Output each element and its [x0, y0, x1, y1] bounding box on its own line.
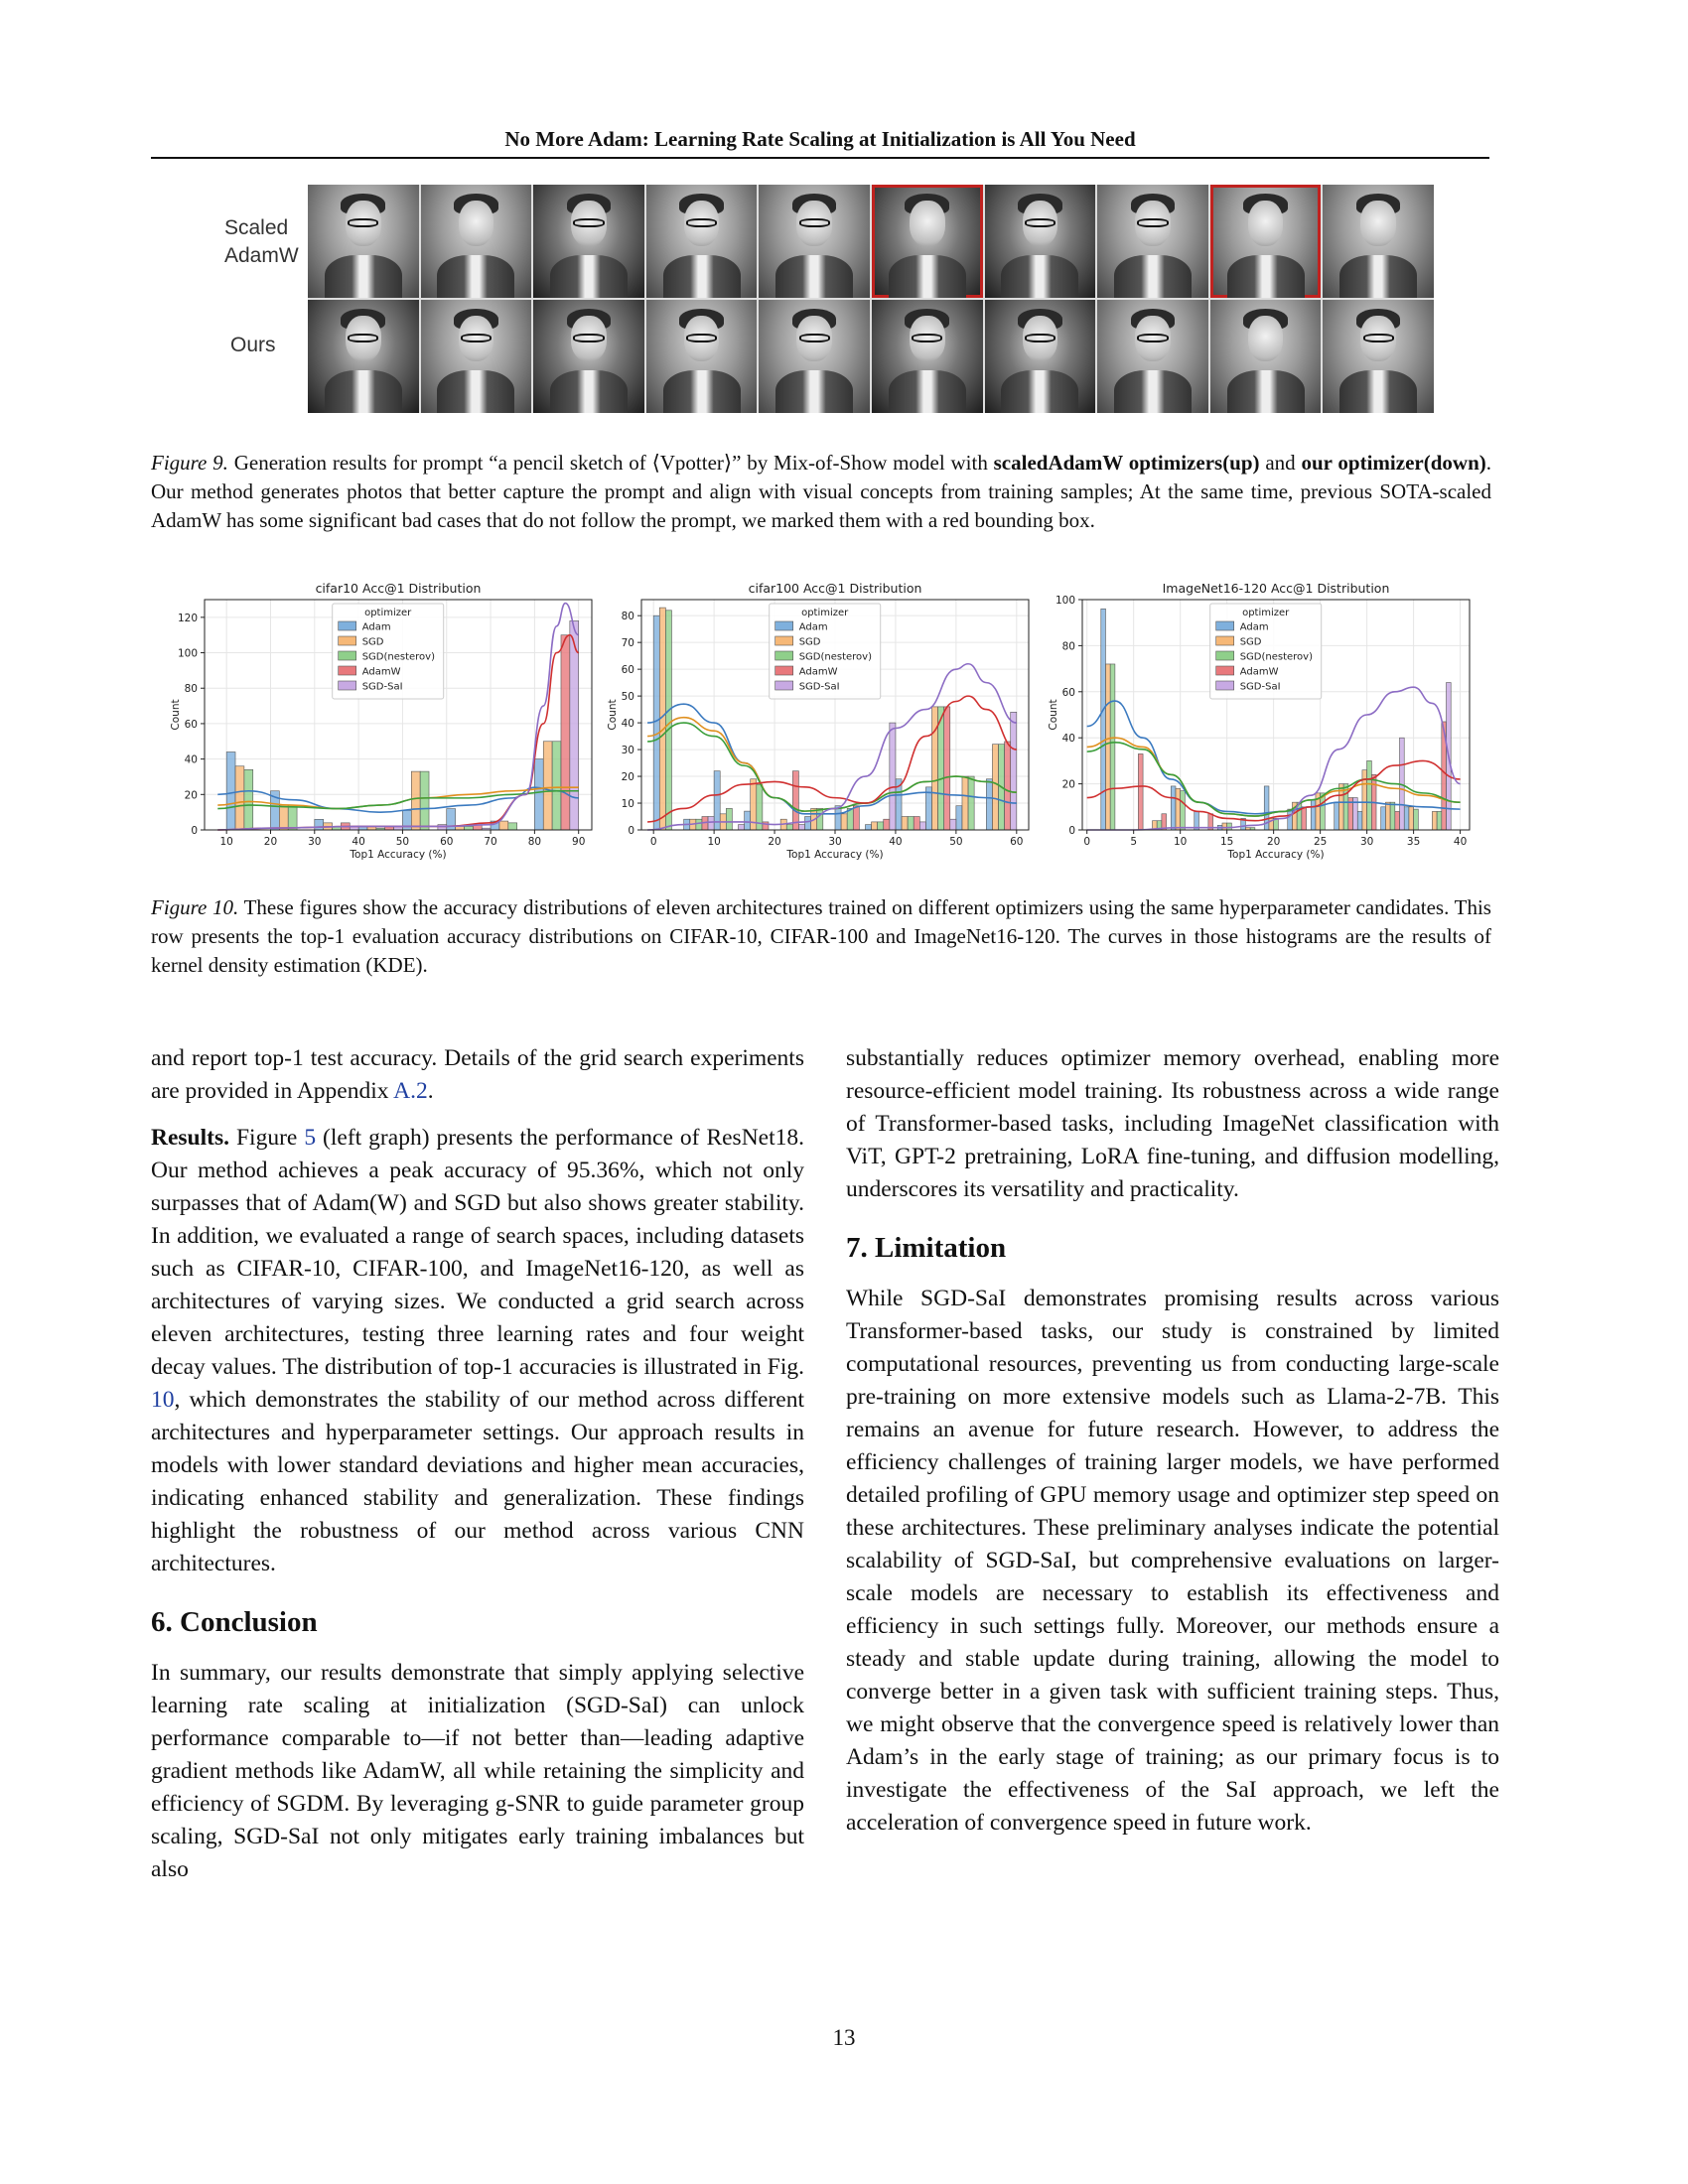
- bar-sgd-nesterov-: [508, 823, 517, 830]
- legend-entry: Adam: [798, 621, 828, 633]
- legend-entry: SGD-SaI: [1239, 681, 1281, 693]
- generated-image-flagged: [1210, 185, 1322, 298]
- bar-sgd: [499, 821, 508, 830]
- y-tick-label: 70: [621, 637, 634, 650]
- x-axis-label: Top1 Accuracy (%): [1227, 849, 1325, 860]
- chart-title: cifar10 Acc@1 Distribution: [315, 581, 482, 596]
- legend-entry: SGD(nesterov): [1239, 651, 1314, 663]
- bar-sgd: [872, 822, 878, 830]
- bar-adam: [315, 819, 324, 830]
- figure9-label: Figure 9.: [151, 451, 228, 475]
- y-tick-label: 10: [621, 798, 634, 811]
- x-tick-label: 30: [1359, 836, 1374, 848]
- bar-sgd-nesterov-: [1437, 811, 1442, 830]
- y-tick-label: 20: [184, 789, 198, 802]
- running-title: No More Adam: Learning Rate Scaling at Initialization is All You Need: [504, 127, 1136, 151]
- row-label-ours: Ours: [230, 334, 276, 356]
- bar-sgd-sai: [950, 819, 956, 830]
- bar-adam: [1311, 800, 1316, 830]
- generated-image: [985, 185, 1096, 298]
- bar-adam: [805, 817, 811, 830]
- x-tick-label: 40: [352, 836, 365, 848]
- bar-sgd: [962, 776, 968, 830]
- bar-sgd-nesterov-: [817, 808, 823, 830]
- generated-image: [1097, 300, 1208, 413]
- bar-adam: [1404, 807, 1409, 830]
- x-axis-label: Top1 Accuracy (%): [786, 849, 884, 860]
- bar-sgd-nesterov-: [1367, 760, 1372, 830]
- bar-sgd-nesterov-: [1321, 793, 1326, 830]
- legend-entry: SGD-SaI: [361, 681, 403, 693]
- bar-sgd-sai: [739, 825, 745, 830]
- bar-adamw: [884, 819, 890, 830]
- bar-sgd-nesterov-: [552, 742, 561, 830]
- bar-sgd-nesterov-: [288, 805, 297, 830]
- caption-text: Generation results for prompt “a pencil sketch of ⟨Vpotter⟩” by Mix-of-Show model with: [227, 451, 994, 475]
- generated-image: [646, 300, 758, 413]
- bar-sgd-sai: [438, 825, 447, 830]
- x-tick-label: 70: [484, 836, 497, 848]
- x-tick-label: 80: [527, 836, 542, 848]
- bar-sgd-nesterov-: [878, 822, 884, 830]
- bar-adamw: [914, 817, 919, 830]
- bar-sgd: [1105, 664, 1110, 830]
- y-tick-label: 80: [621, 611, 634, 623]
- x-tick-label: 20: [1266, 836, 1281, 848]
- y-tick-label: 60: [621, 664, 634, 677]
- legend-swatch: [775, 666, 793, 675]
- bar-sgd-nesterov-: [464, 826, 473, 830]
- generated-image: [533, 300, 644, 413]
- x-tick-label: 10: [1173, 836, 1188, 848]
- bar-sgd-nesterov-: [665, 611, 671, 830]
- bar-adamw: [1005, 742, 1011, 830]
- caption-text: and: [1259, 451, 1302, 475]
- bar-sgd-nesterov-: [1181, 791, 1186, 830]
- legend-title: optimizer: [364, 608, 412, 618]
- x-tick-label: 50: [395, 836, 410, 848]
- generated-image: [872, 300, 983, 413]
- left-column: [151, 1042, 804, 1900]
- y-axis-label: Count: [170, 699, 182, 731]
- figure9-caption: [151, 449, 1491, 535]
- caption-bold: scaledAdamW optimizers(up): [993, 451, 1260, 475]
- bar-sgd: [1385, 802, 1390, 830]
- y-tick-label: 20: [621, 771, 634, 784]
- y-axis-label: Count: [1048, 699, 1059, 731]
- bar-sgd: [1176, 788, 1181, 830]
- generated-image: [759, 300, 870, 413]
- bar-adam: [1357, 811, 1362, 830]
- legend-entry: AdamW: [1239, 666, 1279, 678]
- legend-entry: SGD: [361, 636, 384, 648]
- bar-sgd: [841, 814, 847, 830]
- generated-image: [1210, 300, 1322, 413]
- bar-sgd: [932, 707, 938, 830]
- x-tick-label: 40: [1453, 836, 1468, 848]
- chart-cifar100-svg: [604, 580, 1041, 860]
- bar-sgd-sai: [1011, 712, 1017, 830]
- legend-entry: SGD(nesterov): [361, 651, 436, 663]
- bar-sgd-nesterov-: [1390, 802, 1395, 830]
- legend-swatch: [775, 651, 793, 660]
- y-axis-label: Count: [607, 699, 619, 731]
- legend-entry: Adam: [361, 621, 391, 633]
- legend-entry: SGD-SaI: [798, 681, 840, 693]
- bar-sgd-nesterov-: [1414, 809, 1419, 830]
- legend-title: optimizer: [801, 608, 849, 618]
- bar-sgd: [543, 742, 552, 830]
- bar-adamw: [853, 806, 859, 830]
- chart-title: ImageNet16-120 Acc@1 Distribution: [1162, 581, 1390, 596]
- y-tick-label: 40: [1061, 733, 1075, 746]
- y-tick-label: 0: [191, 825, 198, 837]
- figure-10-link[interactable]: 10: [151, 1387, 175, 1413]
- bar-adam: [714, 771, 720, 830]
- legend-swatch: [339, 666, 356, 675]
- generated-image: [1323, 300, 1434, 413]
- bar-sgd: [1222, 823, 1227, 830]
- x-tick-label: 35: [1406, 836, 1421, 848]
- bar-sgd-nesterov-: [786, 825, 792, 830]
- bar-sgd-sai: [708, 817, 714, 830]
- page-number: 13: [832, 2025, 856, 2050]
- generated-image: [421, 300, 532, 413]
- legend-swatch: [775, 681, 793, 690]
- x-tick-label: 40: [889, 836, 903, 848]
- generated-image: [646, 185, 758, 298]
- legend-swatch: [1216, 621, 1234, 630]
- chart-imagenet16-svg: [1045, 580, 1481, 860]
- paragraph: [151, 1042, 804, 1108]
- y-tick-label: 80: [184, 683, 198, 696]
- text: and report top-1 test accuracy. Details of the grid search experiments are provided in Appendix: [151, 1045, 804, 1104]
- legend-entry: AdamW: [798, 666, 838, 678]
- limitation-paragraph: While SGD-SaI demonstrates promising results across various Transformer-based tasks, our study is constrained by limited computational resources, preventing us from conducting large-scale pre-training on more extensive models such as Llama-2-7B. This remains an avenue for future research. However, to address the efficiency challenges of training larger models, we have performed detailed profiling of GPU memory usage and optimizer step speed on these architectures. These preliminary analyses indicate the potential scalability of SGD-SaI, but comprehensive evaluations on larger-scale models are necessary to establish its effectiveness and efficiency in such settings fully. Moreover, our methods ensure a steady and stable update during training, allowing the model to converge better in a given task with sufficient training steps. Thus, we might observe that the convergence speed is relatively lower than Adam’s in the early stage of training; as our primary focus is to investigate the effectiveness of the SaI approach, we left the acceleration of convergence speed in future work.: [846, 1286, 1499, 1836]
- bar-adam: [1381, 807, 1386, 830]
- bar-sgd: [902, 817, 908, 830]
- bar-adam: [986, 779, 992, 830]
- x-tick-label: 15: [1219, 836, 1234, 848]
- x-tick-label: 30: [828, 836, 842, 848]
- x-tick-label: 30: [308, 836, 322, 848]
- x-tick-label: 90: [572, 836, 586, 848]
- limitation-heading: 7. Limitation: [846, 1232, 1007, 1264]
- x-tick-label: 10: [707, 836, 721, 848]
- bar-sgd-nesterov-: [244, 769, 253, 830]
- legend-swatch: [339, 621, 356, 630]
- results-heading: Results.: [151, 1125, 229, 1151]
- generated-image-flagged: [872, 185, 983, 298]
- y-tick-label: 120: [177, 612, 198, 624]
- legend-entry: SGD: [1239, 636, 1262, 648]
- x-tick-label: 60: [440, 836, 454, 848]
- bar-sgd-nesterov-: [696, 819, 702, 830]
- bar-sgd: [411, 771, 420, 830]
- text: (left graph) presents the performance of ResNet18. Our method achieves a peak accuracy of 95.36%, which not only surpasses that of Adam(W) and SGD but also shows greater stability. In addition, we evaluated a range of search spaces, including datasets such as CIFAR-10, CIFAR-100, and ImageNet16-120, as well as architectures of varying sizes. We conducted a grid search across eleven architectures, testing three learning rates and four weight decay values. The distribution of top-1 accuracies is illustrated in Fig.: [151, 1125, 805, 1380]
- bar-adam: [534, 759, 543, 830]
- chart-title: cifar100 Acc@1 Distribution: [748, 581, 922, 596]
- right-column: [846, 1042, 1499, 1853]
- caption-text: These figures show the accuracy distributions of eleven architectures trained on different optimizers using the same hyperparameter candidates. This row presents the top-1 evaluation accuracy distributions on CIFAR-10, CIFAR-100 and ImageNet16-120. The curves in those histograms are the results of kernel density estimation (KDE).: [151, 895, 1491, 977]
- conclusion-heading: 6. Conclusion: [151, 1606, 318, 1638]
- figure10-caption: [151, 893, 1491, 980]
- legend-entry: SGD(nesterov): [798, 651, 873, 663]
- bar-sgd: [1409, 807, 1414, 830]
- legend-entry: Adam: [1239, 621, 1269, 633]
- bar-adam: [865, 825, 871, 830]
- results-paragraph: [151, 1122, 804, 1580]
- legend-swatch: [1216, 681, 1234, 690]
- bar-adamw: [792, 771, 798, 830]
- bar-sgd: [992, 745, 998, 830]
- generated-image: [759, 185, 870, 298]
- x-tick-label: 50: [949, 836, 963, 848]
- bar-adam: [1171, 786, 1176, 830]
- bar-adam: [956, 806, 962, 830]
- bar-sgd-sai: [919, 822, 925, 830]
- legend-swatch: [339, 651, 356, 660]
- legend-swatch: [775, 636, 793, 645]
- x-tick-label: 0: [649, 836, 657, 848]
- x-tick-label: 20: [263, 836, 278, 848]
- y-tick-label: 30: [621, 745, 634, 757]
- row-label-scaled-adamw: Scaled AdamW: [224, 216, 299, 267]
- legend-swatch: [1216, 651, 1234, 660]
- x-tick-label: 60: [1010, 836, 1024, 848]
- x-tick-label: 0: [1083, 836, 1091, 848]
- bar-adam: [1335, 802, 1339, 830]
- legend-entry: SGD: [798, 636, 821, 648]
- generated-image: [421, 185, 532, 298]
- bar-adam: [1288, 809, 1293, 830]
- y-tick-label: 60: [184, 718, 198, 731]
- y-tick-label: 50: [621, 691, 634, 704]
- bar-adam: [1101, 609, 1106, 830]
- bar-adamw: [944, 707, 950, 830]
- y-tick-label: 0: [1068, 825, 1075, 837]
- x-tick-label: 10: [219, 836, 233, 848]
- legend-swatch: [1216, 636, 1234, 645]
- bar-sgd-nesterov-: [1110, 664, 1115, 830]
- y-tick-label: 40: [184, 753, 198, 766]
- bar-adamw: [1138, 753, 1143, 830]
- legend-swatch: [1216, 666, 1234, 675]
- x-tick-label: 20: [768, 836, 781, 848]
- generated-image: [308, 300, 419, 413]
- y-tick-label: 100: [177, 647, 198, 660]
- bar-adam: [745, 811, 751, 830]
- bar-adamw: [1395, 811, 1400, 830]
- x-tick-label: 5: [1130, 836, 1138, 848]
- conclusion-paragraph: In summary, our results demonstrate that simply applying selective learning rate scaling at initialization (SGD-SaI) can unlock performance comparable to—if not better than—leading adaptive gradient methods like AdamW, all while retaining the simplicity and efficiency of SGDM. By leveraging g-SNR to guide parameter group scaling, SGD-SaI not only mitigates early training imbalances but also: [151, 1660, 804, 1882]
- figure10-label: Figure 10.: [151, 895, 239, 919]
- figure-5-link[interactable]: 5: [304, 1125, 317, 1151]
- x-tick-label: 25: [1313, 836, 1328, 848]
- legend-swatch: [775, 621, 793, 630]
- bar-adamw: [561, 635, 570, 830]
- x-axis-label: Top1 Accuracy (%): [350, 849, 447, 860]
- legend-entry: AdamW: [361, 666, 401, 678]
- chart-cifar100: [604, 580, 1041, 860]
- generated-image: [1323, 185, 1434, 298]
- y-tick-label: 20: [1061, 778, 1075, 791]
- bar-adam: [653, 615, 659, 830]
- bar-adamw: [1302, 807, 1307, 830]
- bar-sgd-nesterov-: [908, 817, 914, 830]
- y-tick-label: 80: [1061, 640, 1075, 653]
- bar-sgd-sai: [798, 825, 804, 830]
- legend-swatch: [339, 681, 356, 690]
- generated-image: [533, 185, 644, 298]
- bar-sgd-nesterov-: [726, 808, 732, 830]
- bar-sgd-nesterov-: [1227, 823, 1232, 830]
- bar-adam: [835, 806, 841, 830]
- generated-image: [308, 185, 419, 298]
- caption-text: . Our method generates photos that better capture the prompt and align with visual concepts from training samples; At the same time, previous SOTA-scaled AdamW has some significant bad cases that do not follow the prompt, we marked them with a red bounding box.: [151, 451, 1491, 532]
- paragraph: substantially reduces optimizer memory overhead, enabling more resource-efficient model training. Its robustness across a wide range of Transformer-based tasks, including ImageNet classification with ViT, GPT-2 pretraining, LoRA fine-tuning, and diffusion modelling, underscores its versatility and practicality.: [846, 1045, 1499, 1202]
- appendix-link[interactable]: A.2: [393, 1078, 428, 1104]
- chart-imagenet16: [1045, 580, 1481, 860]
- text: Figure: [229, 1125, 305, 1151]
- text: .: [427, 1078, 434, 1104]
- bar-adam: [925, 787, 931, 830]
- legend-title: optimizer: [1242, 608, 1290, 618]
- bar-sgd: [1432, 811, 1437, 830]
- bar-sgd: [279, 805, 288, 830]
- bar-sgd-nesterov-: [968, 776, 974, 830]
- caption-bold: our optimizer(down): [1301, 451, 1486, 475]
- legend-swatch: [339, 636, 356, 645]
- bar-adam: [226, 751, 235, 830]
- bar-sgd: [235, 766, 244, 830]
- generated-image: [1097, 185, 1208, 298]
- bar-sgd-sai: [890, 723, 896, 830]
- text: , which demonstrates the stability of our method across different architectures and hyperparameter settings. Our approach results in models with lower standard deviations and higher mean accuracies, indicating enhanced stability and generalization. These findings highlight the robustness of our method across various CNN architectures.: [151, 1387, 804, 1576]
- y-tick-label: 60: [1061, 686, 1075, 699]
- chart-cifar10: [167, 580, 604, 860]
- y-tick-label: 0: [628, 825, 634, 837]
- bar-sgd-nesterov-: [420, 771, 429, 830]
- y-tick-label: 100: [1055, 595, 1075, 607]
- y-tick-label: 40: [621, 718, 634, 731]
- generated-image: [985, 300, 1096, 413]
- header-rule: [151, 157, 1489, 159]
- chart-cifar10-svg: [167, 580, 604, 860]
- figure9-image-grid: [308, 185, 1434, 413]
